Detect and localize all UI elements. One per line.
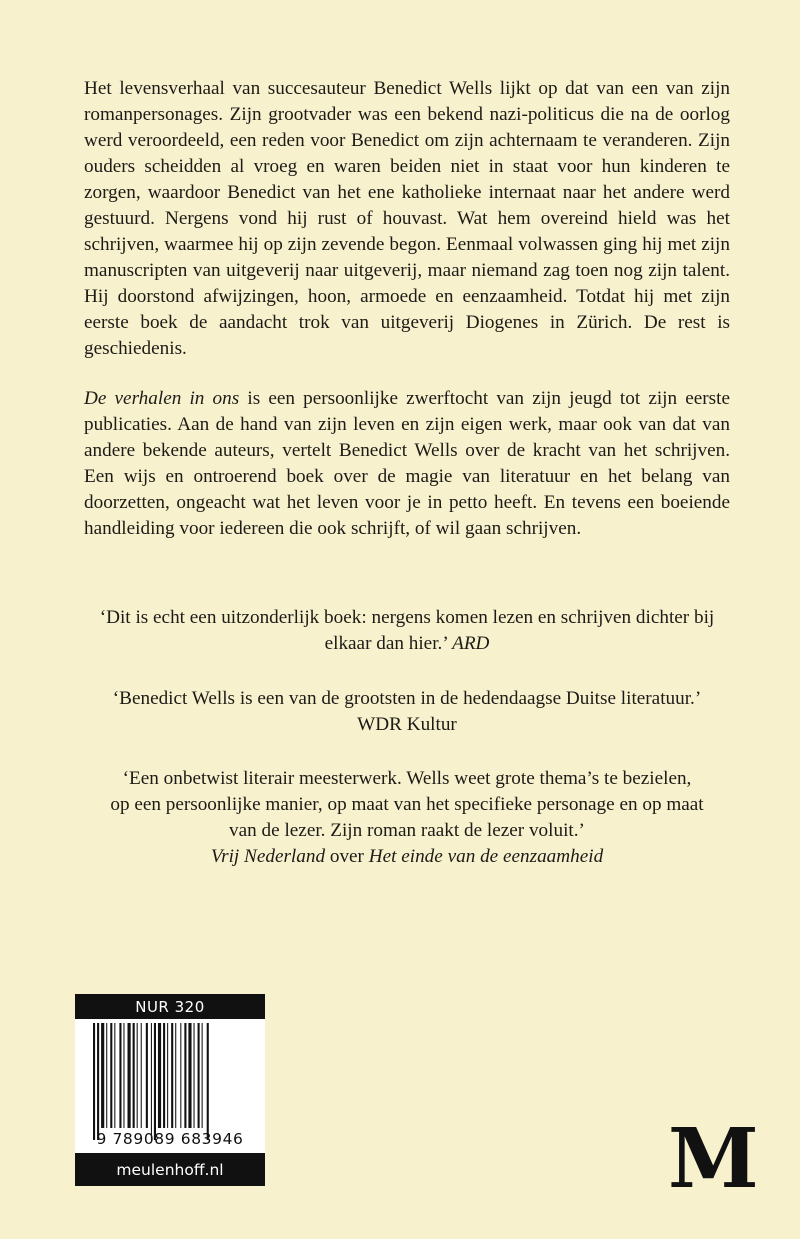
press-quote-ard <box>84 605 730 657</box>
quote-text-end: elkaar dan hier.’ <box>324 633 448 654</box>
press-quote-wdr <box>84 686 730 738</box>
quote-source: ARD <box>452 633 490 654</box>
barcode-icon <box>93 1023 248 1140</box>
quote-text-line <box>84 631 730 657</box>
nur-code-label: NUR 320 <box>75 994 265 1019</box>
quote-source-connector: over <box>329 846 364 867</box>
isbn-barcode-box <box>75 994 265 1186</box>
blurb-paragraph-2-text: is een persoonlijke zwerftocht van zijn jeugd tot zijn eerste publicaties. Aan de hand van zijn leven en zijn eigen werk, maar ook van dat van andere bekende auteurs, vertelt Benedict Wells over de kracht van het schrijven. Een wijs en ontroerend boek over de magie van literatuur en het belang van doorzetten, ongeacht wat het leven voor je in petto heeft. En tevens een boeiende handleiding voor iedereen die ook schrijft, of wil gaan schrijven. <box>84 388 730 539</box>
quote-text-line: ‘Dit is echt een uitzonderlijk boek: nergens komen lezen en schrijven dichter bij <box>99 607 715 628</box>
back-cover-blurb <box>84 76 730 542</box>
quote-source-book: Het einde van de eenzaamheid <box>368 846 604 867</box>
quote-text-line: ‘Een onbetwist literair meesterwerk. Wells weet grote thema’s te bezielen, <box>122 768 692 789</box>
publisher-website: meulenhoff.nl <box>75 1153 265 1186</box>
quote-source <box>84 844 730 870</box>
quote-source-magazine: Vrij Nederland <box>210 846 326 867</box>
press-quote-vrij-nederland <box>84 766 730 870</box>
quote-source: WDR Kultur <box>357 714 457 735</box>
book-title-italic: De verhalen in ons <box>84 388 240 409</box>
publisher-logo-icon: M <box>668 1111 759 1207</box>
isbn-number: 9 789089 683946 <box>96 1130 244 1148</box>
quote-text-line: van de lezer. Zijn roman raakt de lezer voluit.’ <box>229 820 585 841</box>
quote-text-line: ‘Benedict Wells is een van de grootsten in de hedendaagse Duitse literatuur.’ <box>112 688 702 709</box>
quote-text-line: op een persoonlijke manier, op maat van het specifieke personage en op maat <box>110 794 704 815</box>
blurb-paragraph-1: Het levensverhaal van succesauteur Benedict Wells lijkt op dat van een van zijn romanpersonages. Zijn grootvader was een bekend nazi-politicus die na de oorlog werd veroordeeld, een reden voor Benedict om zijn achternaam te veranderen. Zijn ouders scheidden al vroeg en waren beiden niet in staat voor hun kinderen te zorgen, waardoor Benedict van het ene katholieke internaat naar het andere werd gestuurd. Nergens vond hij rust of houvast. Wat hem overeind hield was het schrijven, waarmee hij op zijn zevende begon. Eenmaal volwassen ging hij met zijn manuscripten van uitgeverij naar uitgeverij, maar niemand zag toen nog zijn talent. Hij doorstond afwijzingen, hoon, armoede en eenzaamheid. Totdat hij met zijn eerste boek de aandacht trok van uitgeverij Diogenes in Zürich. De rest is geschiedenis. <box>84 78 730 359</box>
blurb-paragraph-2 <box>84 386 730 542</box>
